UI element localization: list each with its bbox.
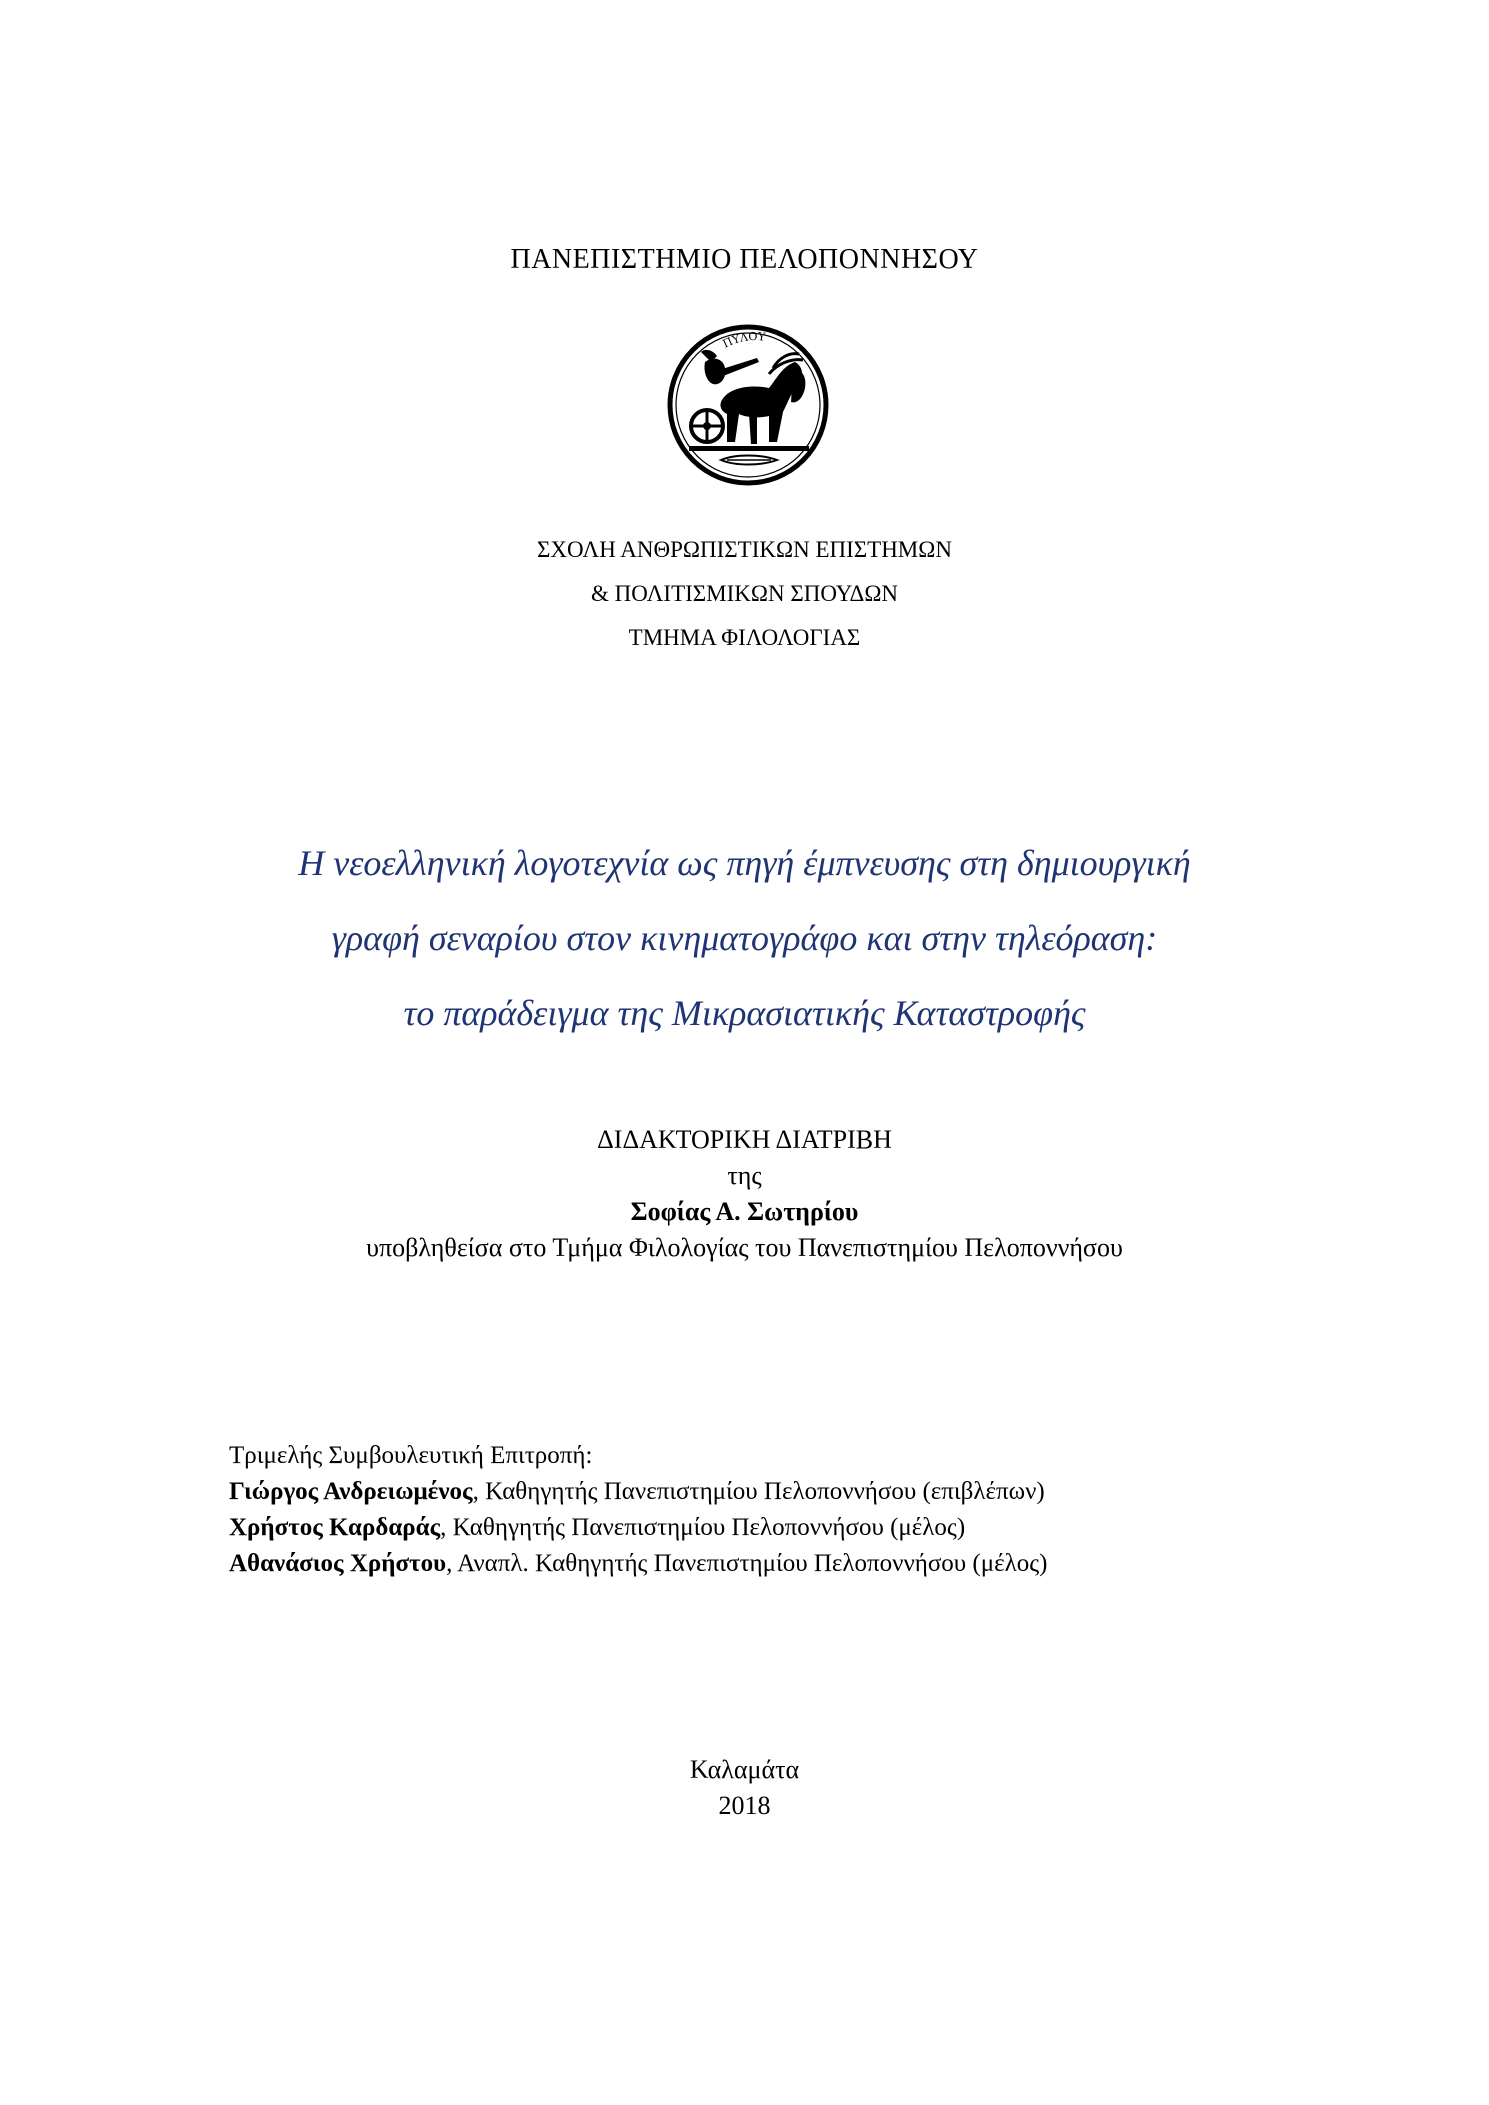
thesis-of: της: [727, 1161, 762, 1190]
committee-heading: Τριμελής Συμβουλευτική Επιτροπή:: [229, 1442, 593, 1469]
committee-member-role: , Καθηγητής Πανεπιστημίου Πελοποννήσου (μέλος): [440, 1514, 966, 1541]
thesis-author: Σοφίας Α. Σωτηρίου: [630, 1197, 859, 1226]
thesis-submitted: υποβληθείσα στο Τμήμα Φιλολογίας του Πανεπιστημίου Πελοποννήσου: [366, 1233, 1123, 1262]
committee-member: [229, 1474, 1329, 1510]
advisory-committee: [229, 1438, 1329, 1582]
thesis-type: ΔΙΔΑΚΤΟΡΙΚΗ ΔΙΑΤΡΙΒΗ: [597, 1125, 892, 1154]
seal-inscription: ΠΥΛΟΥ: [720, 329, 766, 351]
place-date: [0, 1752, 1489, 1824]
university-seal-chariot-icon: [665, 322, 831, 488]
thesis-info: [0, 1122, 1489, 1266]
department-name: ΤΜΗΜΑ ΦΙΛΟΛΟΓΙΑΣ: [628, 625, 861, 650]
committee-member-role: , Καθηγητής Πανεπιστημίου Πελοποννήσου (επιβλέπων): [472, 1478, 1045, 1505]
committee-member: [229, 1546, 1329, 1582]
committee-member-role: , Αναπλ. Καθηγητής Πανεπιστημίου Πελοποννήσου (μέλος): [446, 1550, 1048, 1577]
university-name: ΠΑΝΕΠΙΣΤΗΜΙΟ ΠΕΛΟΠΟΝΝΗΣΟΥ: [510, 244, 979, 275]
thesis-title: [0, 826, 1489, 1051]
city: Καλαμάτα: [689, 1755, 800, 1784]
school-department-block: [0, 528, 1489, 660]
school-name-line-2: & ΠΟΛΙΤΙΣΜΙΚΩΝ ΣΠΟΥΔΩΝ: [590, 581, 899, 606]
committee-member-name: Αθανάσιος Χρήστου: [229, 1550, 447, 1577]
committee-member: [229, 1510, 1329, 1546]
committee-member-name: Χρήστος Καρδαράς: [229, 1514, 441, 1541]
thesis-title-line-2: γραφή σεναρίου στον κινηματογράφο και στην τηλεόραση:: [331, 918, 1158, 958]
school-name-line: ΣΧΟΛΗ ΑΝΘΡΩΠΙΣΤΙΚΩΝ ΕΠΙΣΤΗΜΩΝ: [537, 537, 952, 562]
thesis-title-line-1: Η νεοελληνική λογοτεχνία ως πηγή έμπνευσης στη δημιουργική: [298, 843, 1191, 883]
year: 2018: [718, 1791, 771, 1820]
thesis-title-line-3: το παράδειγμα της Μικρασιατικής Καταστροφής: [403, 993, 1086, 1033]
committee-member-name: Γιώργος Ανδρειωμένος: [229, 1478, 473, 1505]
